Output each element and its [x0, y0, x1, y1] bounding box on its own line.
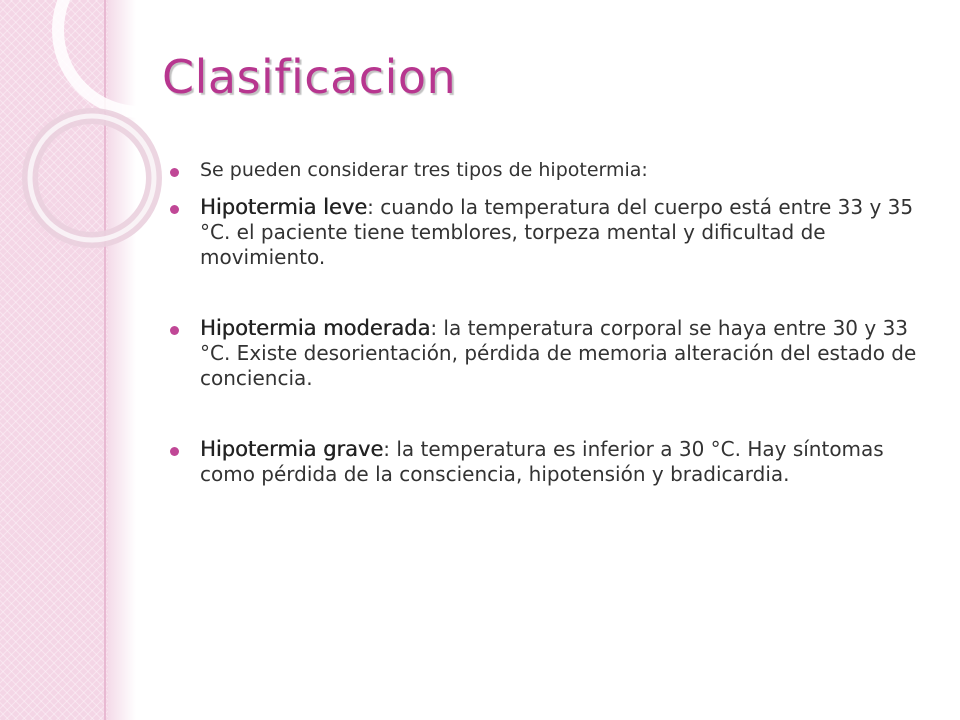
- decorative-ring-small-inner: [30, 116, 154, 240]
- bullet-dot-icon: [170, 205, 179, 214]
- bullet-item-moderada: [168, 316, 928, 391]
- bullet-item-leve: [168, 195, 928, 270]
- bullet-item-intro: [168, 158, 928, 183]
- slide-title: Clasificacion: [162, 50, 457, 104]
- bullet-text: : la temperatura corporal se haya entre 30 y 33 °C. Existe desorientación, pérdida de memoria alteración del estado de conciencia.: [200, 316, 917, 390]
- bullet-dot-icon: [170, 326, 179, 335]
- bullet-text: Se pueden considerar tres tipos de hipotermia:: [200, 159, 648, 181]
- bullet-item-grave: [168, 437, 928, 487]
- bullet-list: [168, 158, 928, 487]
- bullet-dot-icon: [170, 168, 179, 177]
- bullet-dot-icon: [170, 447, 179, 456]
- bullet-text: : cuando la temperatura del cuerpo está entre 33 y 35 °C. el paciente tiene temblores, torpeza mental y dificultad de movimiento.: [200, 195, 914, 269]
- bullet-term: Hipotermia grave: [200, 437, 384, 461]
- bullet-term: Hipotermia leve: [200, 195, 368, 219]
- bullet-term: Hipotermia moderada: [200, 316, 431, 340]
- bullet-text: : la temperatura es inferior a 30 °C. Hay síntomas como pérdida de la consciencia, hipotensión y bradicardia.: [200, 437, 884, 486]
